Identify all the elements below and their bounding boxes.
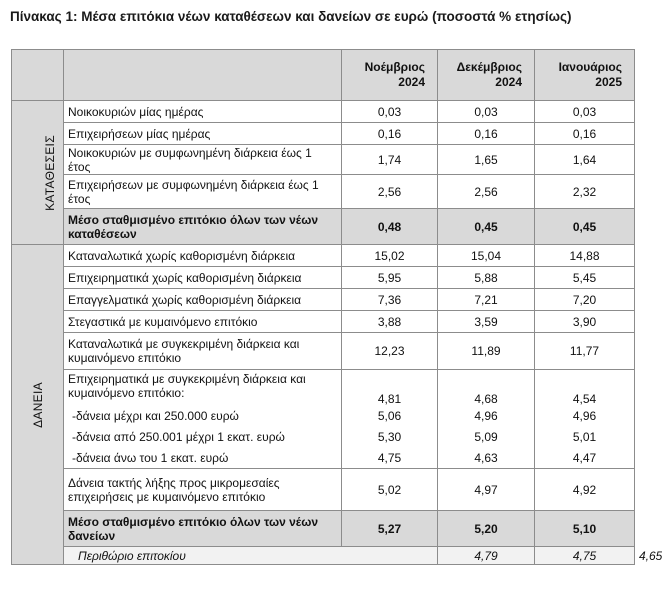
table-row [12, 370, 635, 406]
cell-value: 15,02 [342, 245, 438, 267]
cell-value: 0,03 [342, 101, 438, 123]
cell-value: 2,32 [535, 175, 635, 209]
cell-value: 4,97 [438, 469, 535, 511]
row-label: Περιθώριο επιτοκίου [64, 547, 438, 565]
cell-value: 2,56 [438, 175, 535, 209]
row-label: Νοικοκυριών μίας ημέρας [64, 101, 342, 123]
cell-value: 15,04 [438, 245, 535, 267]
cell-value: 0,16 [342, 123, 438, 145]
interest-margin-row: Περιθώριο επιτοκίου 4,79 4,75 4,65 [12, 547, 635, 565]
row-label: Νοικοκυριών με συμφωνημένη διάρκεια έως 1 έτος [64, 145, 342, 175]
cell-value: 0,03 [438, 101, 535, 123]
row-label: Καταναλωτικά με συγκεκριμένη διάρκεια και κυμαινόμενο επιτόκιο [64, 333, 342, 370]
table-row [12, 427, 635, 448]
row-label: Μέσο σταθμισμένο επιτόκιο όλων των νέων δανείων [64, 511, 342, 547]
cell-value: 7,21 [438, 289, 535, 311]
cell-value: 4,63 [438, 448, 535, 469]
cell-value: 5,10 [535, 511, 635, 547]
cell-value: 14,88 [535, 245, 635, 267]
cell-value: 3,59 [438, 311, 535, 333]
cell-value: 4,54 [535, 370, 635, 406]
row-label: -δάνεια μέχρι και 250.000 ευρώ [64, 406, 342, 427]
cell-value: 4,96 [535, 406, 635, 427]
table-title: Πίνακας 1: Μέσα επιτόκια νέων καταθέσεων και δανείων σε ευρώ (ποσοστά % ετησίως) [10, 9, 572, 24]
deposits-average-row [12, 209, 635, 245]
cell-value: 5,06 [342, 406, 438, 427]
table-row [12, 289, 635, 311]
cell-value: 4,68 [438, 370, 535, 406]
cell-value: 0,16 [535, 123, 635, 145]
cell-value: 5,27 [342, 511, 438, 547]
table-row [12, 333, 635, 370]
cell-value: 7,36 [342, 289, 438, 311]
cell-value: 5,01 [535, 427, 635, 448]
cell-value: 5,95 [342, 267, 438, 289]
row-label: Επιχειρηματικά με συγκεκριμένη διάρκεια και κυμαινόμενο επιτόκιο: [64, 370, 342, 406]
table-row [12, 101, 635, 123]
cell-value: 4,47 [535, 448, 635, 469]
cell-value: 11,77 [535, 333, 635, 370]
header-col-3: Ιανουάριος 2025 [535, 50, 635, 101]
row-label: Επαγγελματικά χωρίς καθορισμένη διάρκεια [64, 289, 342, 311]
table-row [12, 406, 635, 427]
header-col-1: Νοέμβριος 2024 [342, 50, 438, 101]
table-row [12, 245, 635, 267]
cell-value: 3,88 [342, 311, 438, 333]
cell-value: 4,96 [438, 406, 535, 427]
cell-value: 4,92 [535, 469, 635, 511]
row-label: Επιχειρηματικά χωρίς καθορισμένη διάρκεια [64, 267, 342, 289]
header-blank [12, 50, 64, 101]
cell-value: 1,64 [535, 145, 635, 175]
cell-value: 5,30 [342, 427, 438, 448]
cell-value: 3,90 [535, 311, 635, 333]
table-row [12, 267, 635, 289]
table-row [12, 175, 635, 209]
cell-value: 0,48 [342, 209, 438, 245]
cell-value: 4,75 [535, 547, 635, 565]
deposits-section-label: ΚΑΤΑΘΕΣΕΙΣ [12, 101, 64, 245]
loans-average-row [12, 511, 635, 547]
table-row [12, 145, 635, 175]
cell-value: 1,65 [438, 145, 535, 175]
cell-value: 1,74 [342, 145, 438, 175]
cell-value: 0,16 [438, 123, 535, 145]
cell-value: 4,81 [342, 370, 438, 406]
cell-value: 4,75 [342, 448, 438, 469]
cell-value: 7,20 [535, 289, 635, 311]
cell-value: 5,88 [438, 267, 535, 289]
cell-value: 5,45 [535, 267, 635, 289]
cell-value: 5,09 [438, 427, 535, 448]
table-row [12, 469, 635, 511]
header-col-2: Δεκέμβριος 2024 [438, 50, 535, 101]
table-row [12, 448, 635, 469]
cell-value: 0,45 [438, 209, 535, 245]
cell-value: 5,02 [342, 469, 438, 511]
row-label: Καταναλωτικά χωρίς καθορισμένη διάρκεια [64, 245, 342, 267]
cell-value: 12,23 [342, 333, 438, 370]
table-row [12, 311, 635, 333]
row-label: Δάνεια τακτής λήξης προς μικρομεσαίες επιχειρήσεις με κυμαινόμενο επιτόκιο [64, 469, 342, 511]
row-label: Στεγαστικά με κυμαινόμενο επιτόκιο [64, 311, 342, 333]
header-row [12, 50, 635, 101]
cell-value: 11,89 [438, 333, 535, 370]
table-row [12, 123, 635, 145]
cell-value: 5,20 [438, 511, 535, 547]
cell-value: 2,56 [342, 175, 438, 209]
row-label: Επιχειρήσεων μίας ημέρας [64, 123, 342, 145]
loans-section-label: ΔΑΝΕΙΑ [12, 245, 64, 565]
row-label: -δάνεια από 250.001 μέχρι 1 εκατ. ευρώ [64, 427, 342, 448]
cell-value: 4,79 [438, 547, 535, 565]
row-label: -δάνεια άνω του 1 εκατ. ευρώ [64, 448, 342, 469]
cell-value: 0,03 [535, 101, 635, 123]
interest-rates-table [11, 49, 662, 565]
header-label-blank [64, 50, 342, 101]
row-label: Επιχειρήσεων με συμφωνημένη διάρκεια έως 1 έτος [64, 175, 342, 209]
cell-value: 0,45 [535, 209, 635, 245]
row-label: Μέσο σταθμισμένο επιτόκιο όλων των νέων καταθέσεων [64, 209, 342, 245]
